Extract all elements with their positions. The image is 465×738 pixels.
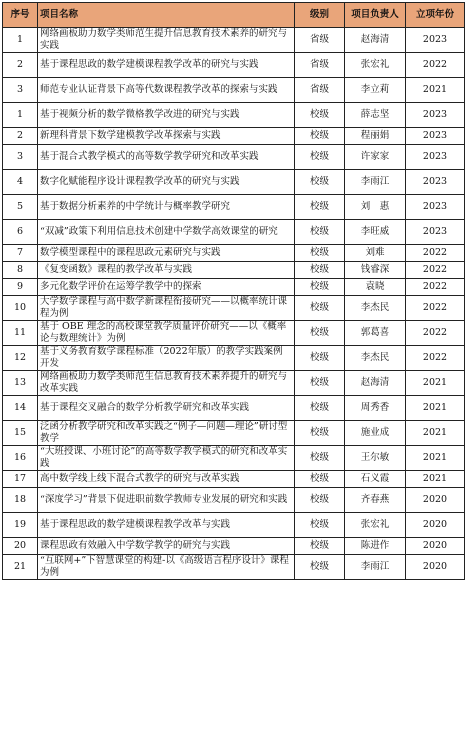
row-no: 17 bbox=[3, 471, 38, 488]
row-name: 网络画板助力数学类师范生信息教育技术素养提升的研究与改革实践 bbox=[38, 371, 295, 396]
table-row bbox=[3, 195, 465, 220]
row-no: 4 bbox=[3, 170, 38, 195]
row-level: 校级 bbox=[295, 421, 345, 446]
row-year: 2021 bbox=[406, 421, 465, 446]
row-name: 高中数学线上线下混合式教学的研究与改革实践 bbox=[38, 471, 295, 488]
row-no: 8 bbox=[3, 262, 38, 279]
row-no: 3 bbox=[3, 145, 38, 170]
row-leader: 李立莉 bbox=[345, 78, 406, 103]
row-level: 校级 bbox=[295, 371, 345, 396]
table-row bbox=[3, 279, 465, 296]
header-year: 立项年份 bbox=[406, 3, 465, 28]
row-level: 校级 bbox=[295, 396, 345, 421]
table-row bbox=[3, 538, 465, 555]
row-no: 15 bbox=[3, 421, 38, 446]
row-no: 6 bbox=[3, 220, 38, 245]
row-level: 校级 bbox=[295, 245, 345, 262]
row-name: 基于课程思政的数学建模课程教学改革的研究与实践 bbox=[38, 53, 295, 78]
row-year: 2021 bbox=[406, 78, 465, 103]
table-body bbox=[3, 28, 465, 580]
row-no: 10 bbox=[3, 296, 38, 321]
row-level: 校级 bbox=[295, 513, 345, 538]
table-row bbox=[3, 296, 465, 321]
row-year: 2022 bbox=[406, 262, 465, 279]
row-no: 9 bbox=[3, 279, 38, 296]
row-year: 2021 bbox=[406, 371, 465, 396]
row-year: 2023 bbox=[406, 128, 465, 145]
row-name: 基于 OBE 理念的高校课堂教学质量评价研究——以《概率论与数理统计》为例 bbox=[38, 321, 295, 346]
row-year: 2022 bbox=[406, 245, 465, 262]
row-year: 2022 bbox=[406, 53, 465, 78]
table-row bbox=[3, 488, 465, 513]
row-level: 校级 bbox=[295, 446, 345, 471]
row-year: 2023 bbox=[406, 170, 465, 195]
header-leader: 项目负责人 bbox=[345, 3, 406, 28]
row-year: 2020 bbox=[406, 538, 465, 555]
row-no: 20 bbox=[3, 538, 38, 555]
table-row bbox=[3, 555, 465, 580]
row-leader: 陈进作 bbox=[345, 538, 406, 555]
header-name: 项目名称 bbox=[38, 3, 295, 28]
row-year: 2023 bbox=[406, 195, 465, 220]
row-leader: 薛志坚 bbox=[345, 103, 406, 128]
table-row bbox=[3, 245, 465, 262]
table-row bbox=[3, 145, 465, 170]
row-name: 基于课程交叉融合的数学分析教学研究和改革实践 bbox=[38, 396, 295, 421]
row-year: 2022 bbox=[406, 346, 465, 371]
table-row bbox=[3, 396, 465, 421]
row-no: 14 bbox=[3, 396, 38, 421]
table-row bbox=[3, 346, 465, 371]
table-header-row bbox=[3, 3, 465, 28]
row-name: “互联网+”下智慧课堂的构建-以《高级语言程序设计》课程为例 bbox=[38, 555, 295, 580]
row-name: 新理科背景下数学建模教学改革探索与实践 bbox=[38, 128, 295, 145]
row-leader: 许家家 bbox=[345, 145, 406, 170]
row-year: 2021 bbox=[406, 446, 465, 471]
row-name: 多元化数学评价在运筹学教学中的探索 bbox=[38, 279, 295, 296]
row-leader: 石义霞 bbox=[345, 471, 406, 488]
row-no: 16 bbox=[3, 446, 38, 471]
row-year: 2022 bbox=[406, 279, 465, 296]
row-year: 2023 bbox=[406, 145, 465, 170]
row-level: 校级 bbox=[295, 296, 345, 321]
row-level: 校级 bbox=[295, 555, 345, 580]
row-name: 网络画板助力数学类师范生提升信息教育技术素养的研究与实践 bbox=[38, 28, 295, 53]
row-name: “大班授课、小班讨论”的高等数学教学模式的研究和改革实践 bbox=[38, 446, 295, 471]
row-year: 2023 bbox=[406, 103, 465, 128]
row-level: 校级 bbox=[295, 538, 345, 555]
table-row bbox=[3, 28, 465, 53]
table-row bbox=[3, 321, 465, 346]
table-row bbox=[3, 53, 465, 78]
row-level: 校级 bbox=[295, 170, 345, 195]
table-row bbox=[3, 421, 465, 446]
row-name: 基于混合式教学模式的高等数学教学研究和改革实践 bbox=[38, 145, 295, 170]
row-level: 校级 bbox=[295, 346, 345, 371]
row-name: 基于数据分析素养的中学统计与概率教学研究 bbox=[38, 195, 295, 220]
row-level: 校级 bbox=[295, 279, 345, 296]
row-name: 师范专业认证背景下高等代数课程教学改革的探索与实践 bbox=[38, 78, 295, 103]
row-name: “双减”政策下利用信息技术创建中学数学高效课堂的研究 bbox=[38, 220, 295, 245]
row-year: 2020 bbox=[406, 513, 465, 538]
row-leader: 张宏礼 bbox=[345, 513, 406, 538]
row-no: 5 bbox=[3, 195, 38, 220]
row-no: 12 bbox=[3, 346, 38, 371]
row-name: 课程思政有效融入中学数学教学的研究与实践 bbox=[38, 538, 295, 555]
row-no: 7 bbox=[3, 245, 38, 262]
row-level: 校级 bbox=[295, 262, 345, 279]
table-row bbox=[3, 262, 465, 279]
row-name: “深度学习”背景下促进职前数学教师专业发展的研究和实践 bbox=[38, 488, 295, 513]
table-row bbox=[3, 513, 465, 538]
row-no: 19 bbox=[3, 513, 38, 538]
row-no: 2 bbox=[3, 53, 38, 78]
row-name: 泛函分析教学研究和改革实践之“例子—问题—理论”研讨型教学 bbox=[38, 421, 295, 446]
row-year: 2020 bbox=[406, 488, 465, 513]
row-level: 校级 bbox=[295, 128, 345, 145]
row-leader: 施业成 bbox=[345, 421, 406, 446]
row-leader: 程丽娟 bbox=[345, 128, 406, 145]
row-no: 13 bbox=[3, 371, 38, 396]
row-leader: 王尔敏 bbox=[345, 446, 406, 471]
table-row bbox=[3, 128, 465, 145]
row-no: 1 bbox=[3, 28, 38, 53]
row-no: 3 bbox=[3, 78, 38, 103]
row-level: 校级 bbox=[295, 220, 345, 245]
row-name: 基于义务教育数学课程标准（2022年版）的教学实践案例开发 bbox=[38, 346, 295, 371]
row-year: 2023 bbox=[406, 220, 465, 245]
row-leader: 李杰民 bbox=[345, 346, 406, 371]
header-level: 级别 bbox=[295, 3, 345, 28]
row-level: 校级 bbox=[295, 488, 345, 513]
row-level: 校级 bbox=[295, 145, 345, 170]
row-name: 大学数学课程与高中数学新课程衔接研究——以概率统计课程为例 bbox=[38, 296, 295, 321]
row-level: 校级 bbox=[295, 471, 345, 488]
row-year: 2023 bbox=[406, 28, 465, 53]
row-no: 11 bbox=[3, 321, 38, 346]
row-name: 基于课程思政的数学建模课程教学改革与实践 bbox=[38, 513, 295, 538]
row-leader: 李杰民 bbox=[345, 296, 406, 321]
row-name: 数学模型课程中的课程思政元素研究与实践 bbox=[38, 245, 295, 262]
row-no: 1 bbox=[3, 103, 38, 128]
row-name: 基于视频分析的数学微格教学改进的研究与实践 bbox=[38, 103, 295, 128]
row-no: 18 bbox=[3, 488, 38, 513]
row-year: 2022 bbox=[406, 296, 465, 321]
row-leader: 齐春燕 bbox=[345, 488, 406, 513]
row-no: 21 bbox=[3, 555, 38, 580]
project-table bbox=[2, 2, 465, 580]
row-level: 校级 bbox=[295, 103, 345, 128]
row-leader: 李雨江 bbox=[345, 555, 406, 580]
row-level: 省级 bbox=[295, 53, 345, 78]
row-leader: 刘难 bbox=[345, 245, 406, 262]
table-row bbox=[3, 471, 465, 488]
row-no: 2 bbox=[3, 128, 38, 145]
row-name: 数字化赋能程序设计课程教学改革的研究与实践 bbox=[38, 170, 295, 195]
row-leader: 刘 惠 bbox=[345, 195, 406, 220]
row-leader: 李雨江 bbox=[345, 170, 406, 195]
row-year: 2021 bbox=[406, 471, 465, 488]
row-year: 2020 bbox=[406, 555, 465, 580]
row-level: 省级 bbox=[295, 78, 345, 103]
row-level: 省级 bbox=[295, 28, 345, 53]
row-leader: 赵海清 bbox=[345, 371, 406, 396]
row-leader: 郭葛喜 bbox=[345, 321, 406, 346]
row-year: 2021 bbox=[406, 396, 465, 421]
row-leader: 钱睿深 bbox=[345, 262, 406, 279]
row-name: 《复变函数》课程的教学改革与实践 bbox=[38, 262, 295, 279]
table-row bbox=[3, 220, 465, 245]
row-leader: 赵海清 bbox=[345, 28, 406, 53]
row-level: 校级 bbox=[295, 195, 345, 220]
row-year: 2022 bbox=[406, 321, 465, 346]
table-row bbox=[3, 170, 465, 195]
row-level: 校级 bbox=[295, 321, 345, 346]
row-leader: 张宏礼 bbox=[345, 53, 406, 78]
header-no: 序号 bbox=[3, 3, 38, 28]
table-row bbox=[3, 103, 465, 128]
row-leader: 袁晓 bbox=[345, 279, 406, 296]
row-leader: 周秀香 bbox=[345, 396, 406, 421]
row-leader: 李旺威 bbox=[345, 220, 406, 245]
table-row bbox=[3, 446, 465, 471]
table-row bbox=[3, 371, 465, 396]
table-row bbox=[3, 78, 465, 103]
